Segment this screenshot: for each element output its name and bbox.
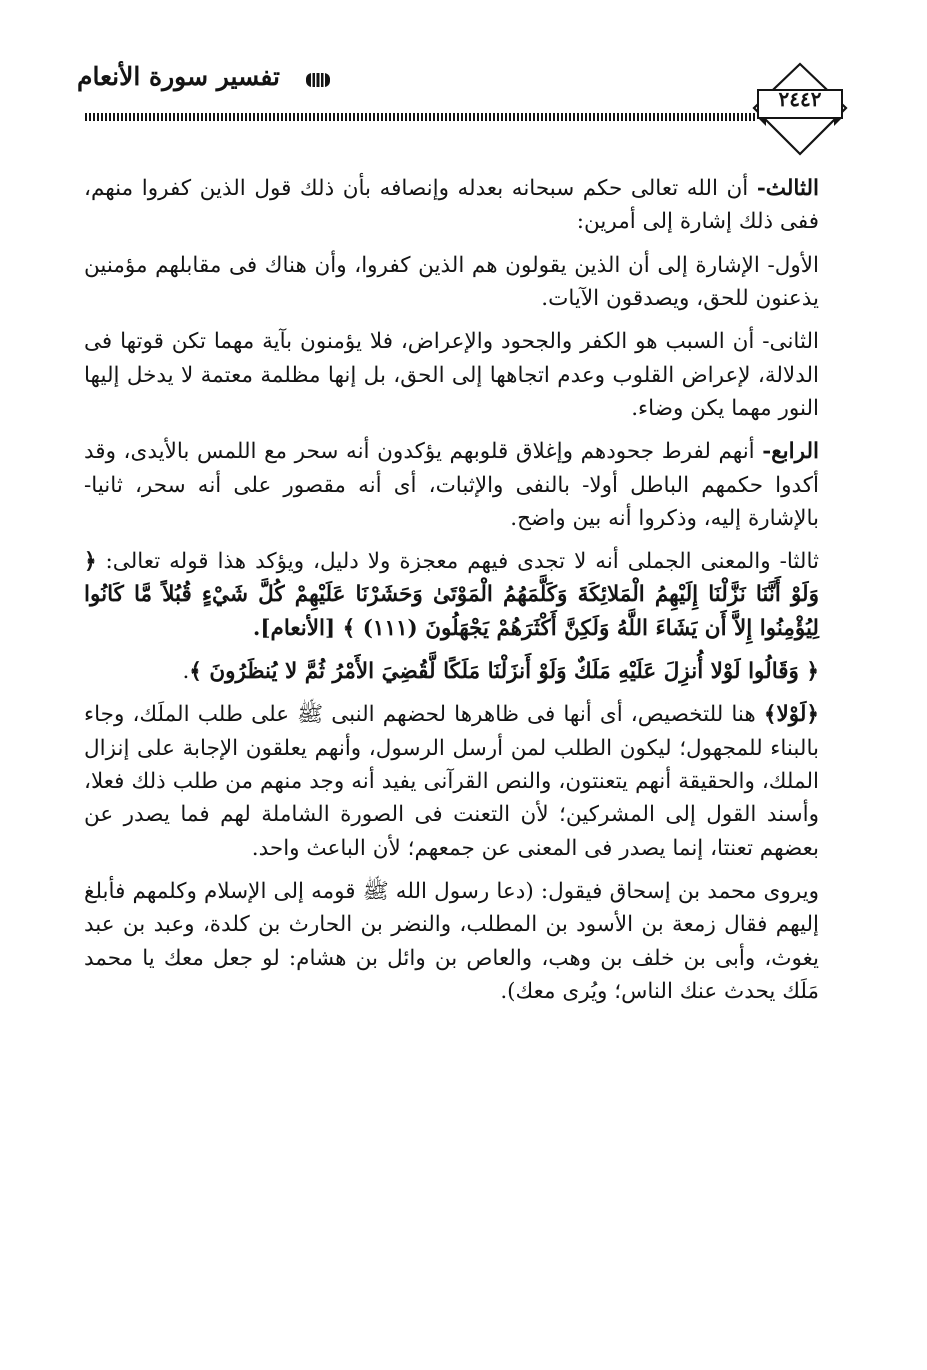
paragraph-text: الأول- الإشارة إلى أن الذين يقولون هم الذين كفروا، وأن هناك فى مقابلهم مؤمنين يذعنون للحق، ويصدقون الآيات. <box>84 252 819 311</box>
paragraph <box>84 545 819 645</box>
paragraph-text: ثالثا- والمعنى الجملى أنه لا تجدى فيهم معجزة ولا دليل، ويؤكد هذا قوله تعالى: <box>96 549 819 575</box>
paragraph <box>84 249 819 316</box>
paragraph-heading: الرابع- <box>762 439 819 465</box>
paragraph <box>84 875 819 1008</box>
paragraph <box>84 435 819 535</box>
page-number: ٢٤٤٢ <box>778 87 822 111</box>
header-rule <box>85 113 757 121</box>
paragraph <box>84 172 819 239</box>
paragraph <box>84 698 819 865</box>
paragraph-text: أن الله تعالى حكم سبحانه بعدله وإنصافه بأن ذلك قول الذين كفروا منهم، ففى ذلك إشارة إلى أمرين: <box>84 176 819 235</box>
paragraph-text: هنا للتخصيص، أى أنها فى ظاهرها لحضهم النبى ﷺ على طلب الملَك، وجاء بالبناء للمجهول؛ ليكون الطلب لمن أرسل الرسول، وأنهم يعلقون الإجابة على إنزال الملك، والحقيقة أنهم يتعنتون، والنص القرآنى يفيد أنه وجد منهم من طلب ذلك فعلا، وأسند القول إلى المشركين؛ لأن التعنت فى الصورة الشاملة لهم فما يصدر عن بعضهم تعنتا، إنما يصدر فى المعنى عن جمعهم؛ لأن الباعث واحد. <box>84 702 819 861</box>
surah-reference: [الأنعام]. <box>252 615 343 641</box>
quoted-word: ﴿لَوْلا﴾ <box>763 702 819 728</box>
body-text <box>84 172 819 1018</box>
quran-verse: ﴿ وَقَالُوا لَوْلا أُنزِلَ عَلَيْهِ مَلَكٌ وَلَوْ أَنزَلْنَا مَلَكًا لَّقُضِيَ الأَمْرُ ثُمَّ لا يُنظَرُونَ ﴾ <box>189 659 819 685</box>
paragraph <box>84 325 819 425</box>
quran-verse: ﴿ وَلَوْ أَنَّنَا نَزَّلْنَا إِلَيْهِمُ الْمَلائِكَةَ وَكَلَّمَهُمُ الْمَوْتَىٰ وَحَشَرْنَا عَلَيْهِمْ كُلَّ شَيْءٍ قُبُلاً مَّا كَانُوا لِيُؤْمِنُوا إِلاَّ أَن يَشَاءَ اللَّهُ وَلَكِنَّ أَكْثَرَهُمْ يَجْهَلُونَ (١١١) ﴾ <box>84 549 819 641</box>
paragraph-text: أنهم لفرط جحودهم وإغلاق قلوبهم يؤكدون أنه سحر مع اللمس بالأيدى، وقد أكدوا حكمهم الباطل أولا- بالنفى والإثبات، أى أنه مقصور على أنه سحر، ثانيا- بالإشارة إليه، وذكروا أنه بين واضح. <box>84 439 819 531</box>
paragraph-text: ويروى محمد بن إسحاق فيقول: (دعا رسول الله ﷺ قومه إلى الإسلام وكلمهم فأبلغ إليهم فقال زمعة بن الأسود بن المطلب، والنضر بن الحارث بن كلدة، وعبد بن عبد يغوث، وأبى بن خلف بن وهب، والعاص بن وائل بن هشام: لو جعل معك يا محمد مَلَك يحدث عنك الناس؛ ويُرى معك). <box>84 878 819 1004</box>
verse-paragraph <box>84 655 819 688</box>
page-header-title: تفسير سورة الأنعام <box>76 62 280 91</box>
paragraph-heading: الثالث- <box>756 176 819 201</box>
paragraph-text: الثانى- أن السبب هو الكفر والجحود والإعراض، فلا يؤمنون بآية مهما تكن قوتها فى الدلالة، لإعراض القلوب وعدم اتجاهها إلى الحق، بل إنها مظلمة معتمة لا يدخل إليها النور مهما يكن وضاء. <box>84 329 819 421</box>
paragraph-text: . <box>182 659 190 685</box>
ornament-icon <box>305 70 331 90</box>
